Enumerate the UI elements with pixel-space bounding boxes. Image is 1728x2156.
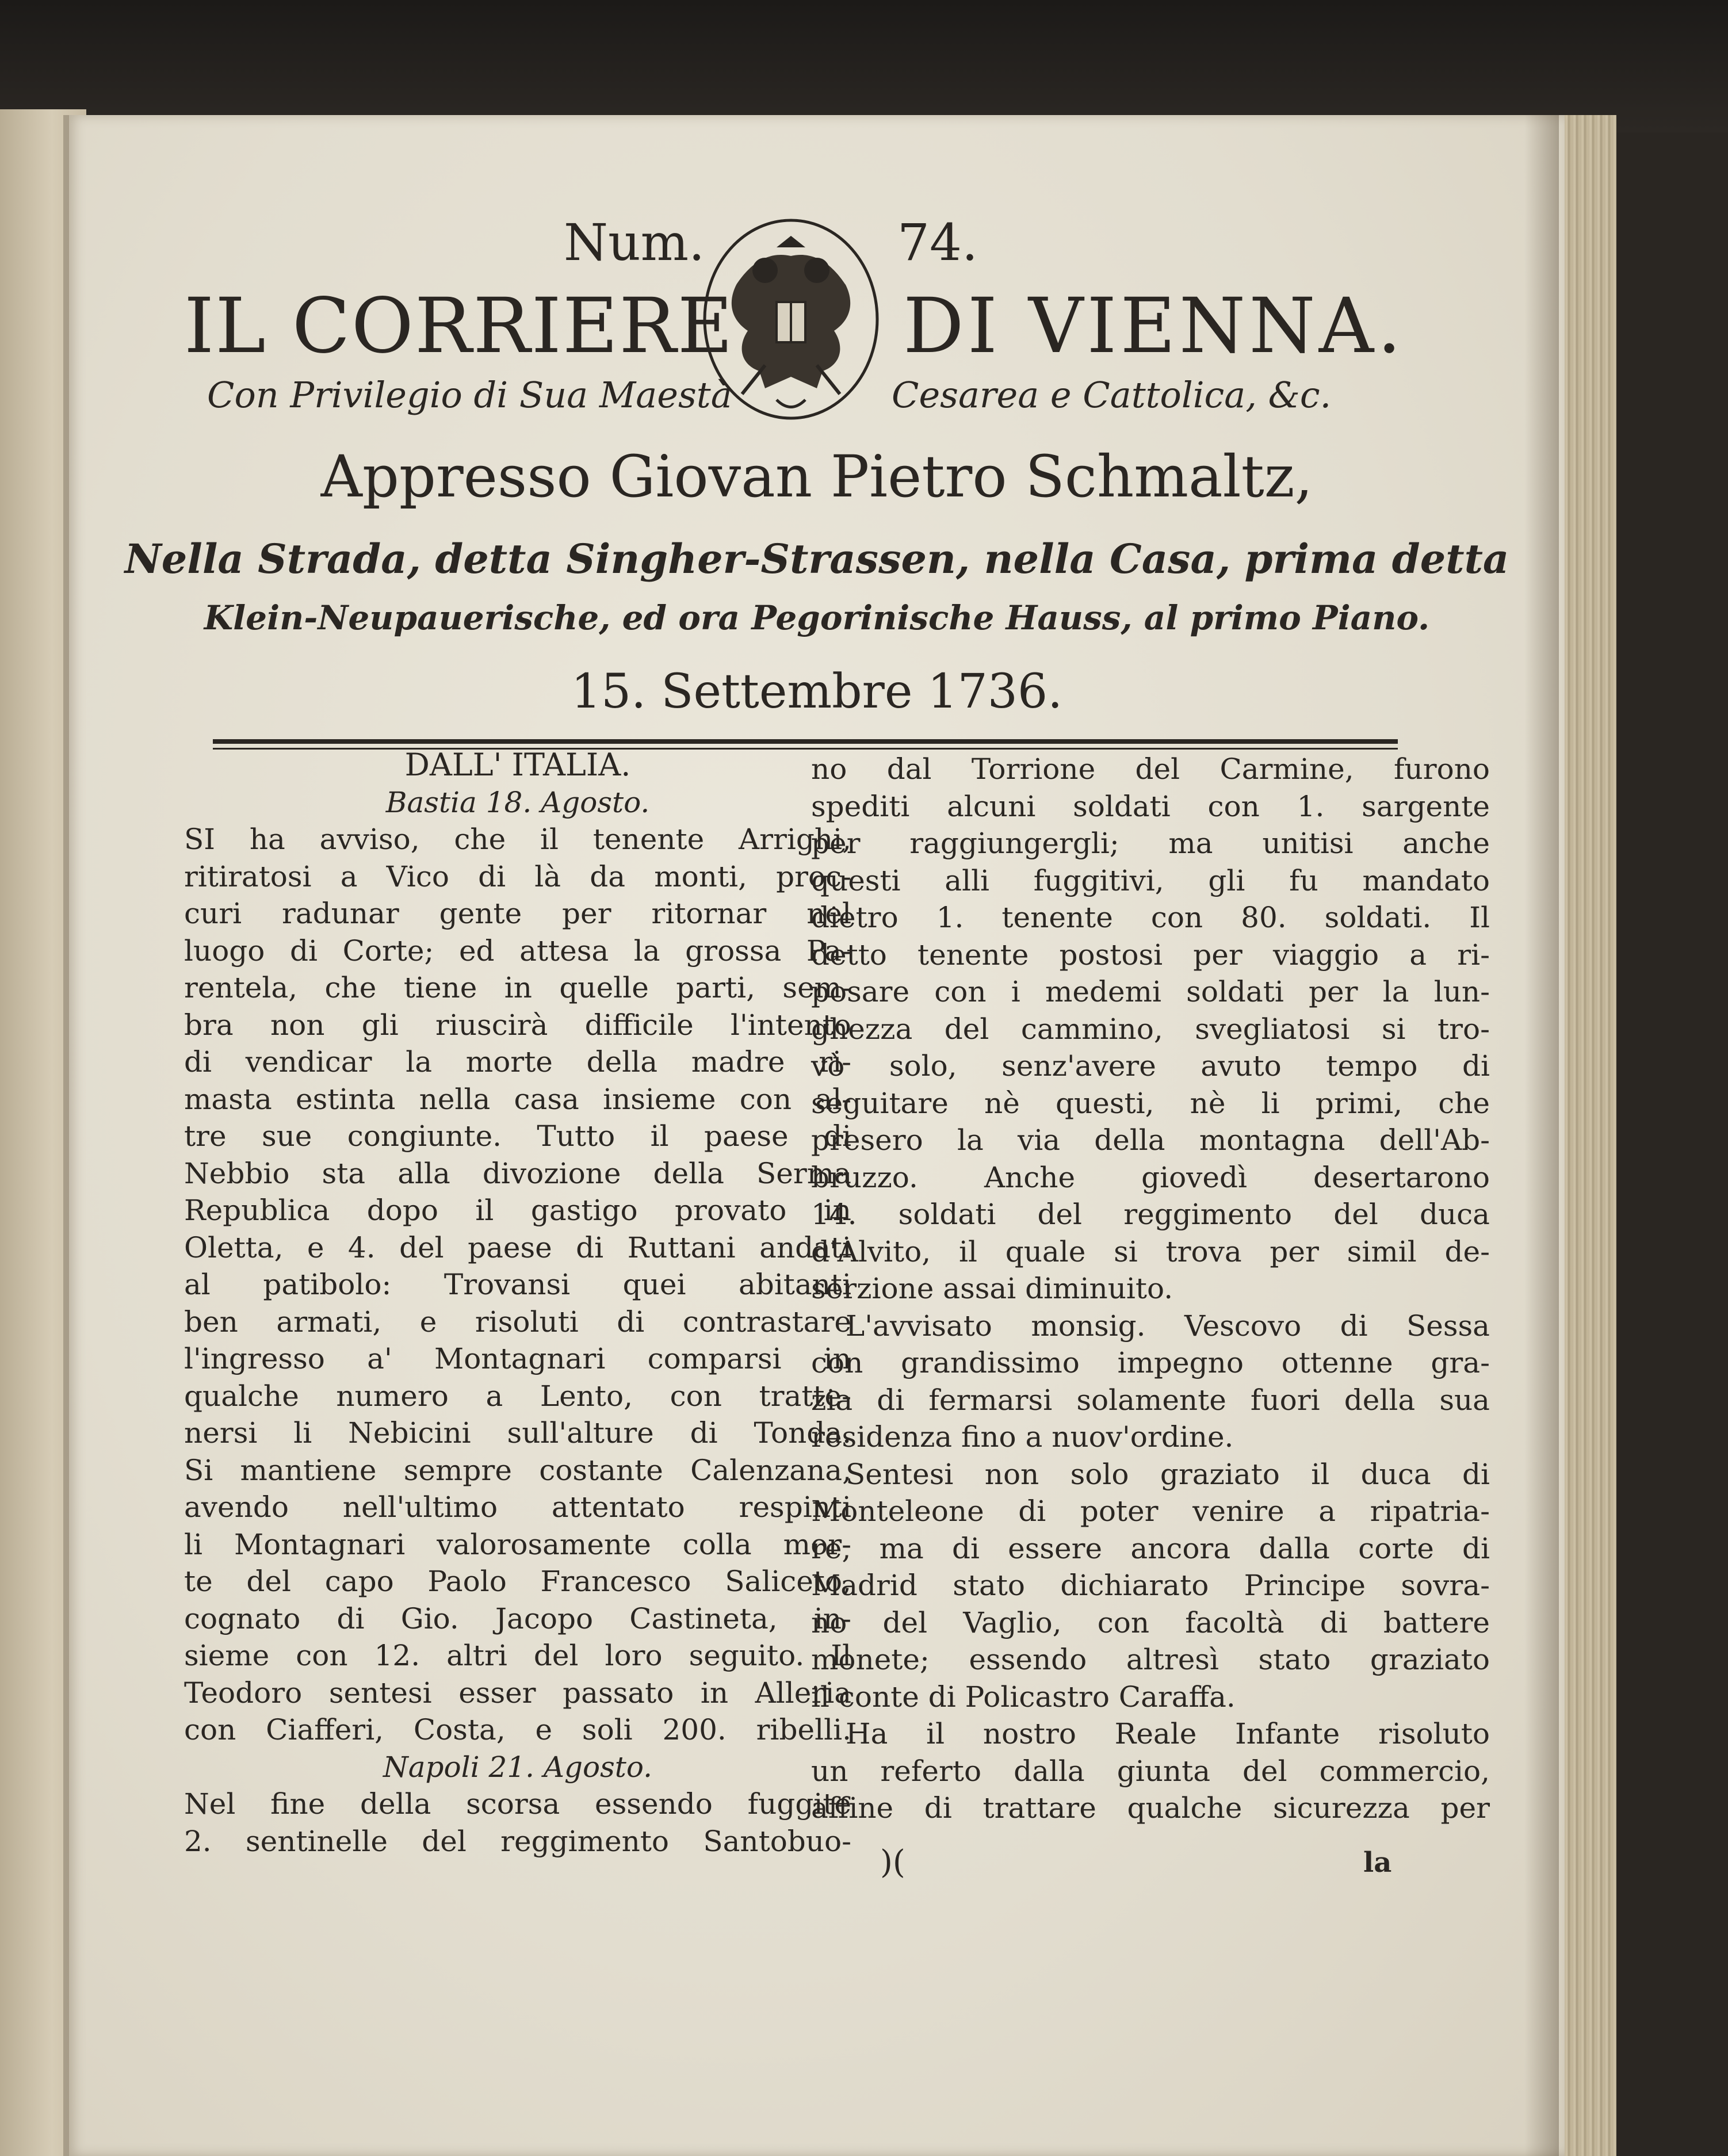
text-line: Si mantiene sempre costante Calenzana, [184, 1453, 851, 1487]
text-line: 14. soldati del reggimento del duca [811, 1198, 1490, 1231]
text-line: posare con i medemi soldati per la lun- [811, 975, 1490, 1008]
issue-date: 15. Settembre 1736. [571, 664, 1063, 719]
text-line: tre sue congiunte. Tutto il paese di [184, 1119, 851, 1153]
text-line: no del Vaglio, con facoltà di battere [811, 1605, 1490, 1639]
text-line: vò solo, senz'avere avuto tempo di [811, 1049, 1490, 1083]
text-line: con Ciafferi, Costa, e soli 200. ribelli. [184, 1713, 851, 1746]
right-column [811, 751, 1490, 1827]
right-shadow [1524, 115, 1559, 2156]
text-line: curi radunar gente per ritornar nel [184, 897, 851, 930]
text-line: SI ha avviso, che il tenente Arrighi, [184, 823, 851, 856]
text-line: dietro 1. tenente con 80. soldati. Il [811, 901, 1490, 934]
issue-number-label: Num. [564, 213, 705, 272]
text-line: presero la via della montagna dell'Ab- [811, 1123, 1490, 1157]
text-line: Republica dopo il gastigo provato in [184, 1194, 851, 1227]
text-line: L'avvisato monsig. Vescovo di Sessa [846, 1309, 1490, 1343]
text-line: re, ma di essere ancora dalla corte di [811, 1531, 1490, 1565]
masthead-title-left: IL CORRIERE [184, 282, 734, 370]
text-line: qualche numero a Lento, con tratte- [184, 1379, 851, 1413]
text-line: Teodoro sentesi esser passato in Alleria [184, 1676, 851, 1710]
text-line: ben armati, e risoluti di contrastare [184, 1305, 851, 1339]
text-line: residenza fino a nuov'ordine. [811, 1420, 1234, 1454]
privilege-right: Cesarea e Cattolica, &c. [892, 374, 1332, 416]
newspaper-page [69, 115, 1565, 2156]
text-line: bra non gli riuscirà difficile l'intento [184, 1008, 851, 1042]
text-line: Nel fine della scorsa essendo fuggite [184, 1787, 851, 1821]
text-line: seguitare nè questi, nè li primi, che [811, 1086, 1490, 1120]
text-line: Ha il nostro Reale Infante risoluto [846, 1717, 1490, 1750]
text-line: zia di fermarsi solamente fuori della sua [811, 1383, 1490, 1417]
text-line: nersi li Nebicini sull'alture di Tonda. [184, 1416, 851, 1450]
text-line: detto tenente postosi per viaggio a ri- [811, 938, 1490, 972]
text-line: ghezza del cammino, svegliatosi si tro- [811, 1012, 1490, 1046]
text-line: serzione assai diminuito. [811, 1272, 1173, 1305]
text-line: Nebbio sta alla divozione della Serma [184, 1156, 851, 1190]
text-line: affine di trattare qualche sicurezza per [811, 1791, 1490, 1825]
text-line: un referto dalla giunta del commercio, [811, 1754, 1490, 1788]
text-line: masta estinta nella casa insieme con al- [184, 1082, 851, 1116]
signature-mark: )( [880, 1844, 905, 1881]
text-line: ritiratosi a Vico di là da monti, proc- [184, 859, 851, 893]
text-line: bruzzo. Anche giovedì desertarono [811, 1160, 1490, 1194]
text-line: monete; essendo altresì stato graziato [811, 1643, 1490, 1676]
dark-background [0, 0, 1728, 132]
text-line: per raggiungergli; ma unitisi anche [811, 827, 1490, 860]
issue-number-value: 74. [897, 213, 978, 272]
text-line: Oletta, e 4. del paese di Ruttani andati [184, 1230, 851, 1264]
text-line: te del capo Paolo Francesco Saliceto, [184, 1565, 851, 1598]
text-line: il conte di Policastro Caraffa. [811, 1680, 1236, 1714]
text-line: no dal Torrione del Carmine, furono [811, 752, 1490, 786]
text-line: d'Alvito, il quale si trova per simil de- [811, 1234, 1490, 1268]
text-line: avendo nell'ultimo attentato respinti [184, 1490, 851, 1524]
catchword: la [1363, 1847, 1392, 1879]
text-line: spediti alcuni soldati con 1. sargente [811, 789, 1490, 823]
text-line: l'ingresso a' Montagnari comparsi in [184, 1342, 851, 1375]
address-line-1: Nella Strada, detta Singher-Strassen, nella Casa, prima detta [124, 535, 1509, 583]
text-line: 2. sentinelle del reggimento Santobuo- [184, 1824, 851, 1858]
text-line: con grandissimo impegno ottenne gra- [811, 1346, 1490, 1379]
header-rule-thick [213, 739, 1398, 744]
privilege-left: Con Privilegio di Sua Maestà [207, 374, 732, 416]
text-line: cognato di Gio. Jacopo Castineta, in- [184, 1601, 851, 1635]
text-line: Madrid stato dichiarato Principe sovra- [811, 1569, 1490, 1602]
text-line: li Montagnari valorosamente colla mor- [184, 1527, 851, 1561]
dateline-napoli: Napoli 21. Agosto. [383, 1750, 653, 1784]
text-line: luogo di Corte; ed attesa la grossa Pa- [184, 934, 851, 968]
address-line-2: Klein-Neupauerische, ed ora Pegorinische Hauss, al primo Piano. [204, 598, 1430, 637]
text-line: al patibolo: Trovansi quei abitanti [184, 1268, 851, 1301]
left-column [184, 747, 851, 1860]
masthead-title-right: DI VIENNA. [903, 282, 1405, 370]
publisher-line: Appresso Giovan Pietro Schmaltz, [320, 443, 1313, 510]
text-line: rentela, che tiene in quelle parti, sem- [184, 971, 851, 1004]
text-line: Sentesi non solo graziato il duca di [846, 1457, 1490, 1491]
text-line: Monteleone di poter venire a ripatria- [811, 1494, 1490, 1528]
section-heading: DALL' ITALIA. [404, 747, 631, 783]
dateline-bastia: Bastia 18. Agosto. [385, 785, 650, 819]
text-line: sieme con 12. altri del loro seguito. Il [184, 1639, 851, 1672]
text-line: di vendicar la morte della madre ri- [184, 1045, 851, 1079]
text-line: questi alli fuggitivi, gli fu mandato [811, 863, 1490, 897]
